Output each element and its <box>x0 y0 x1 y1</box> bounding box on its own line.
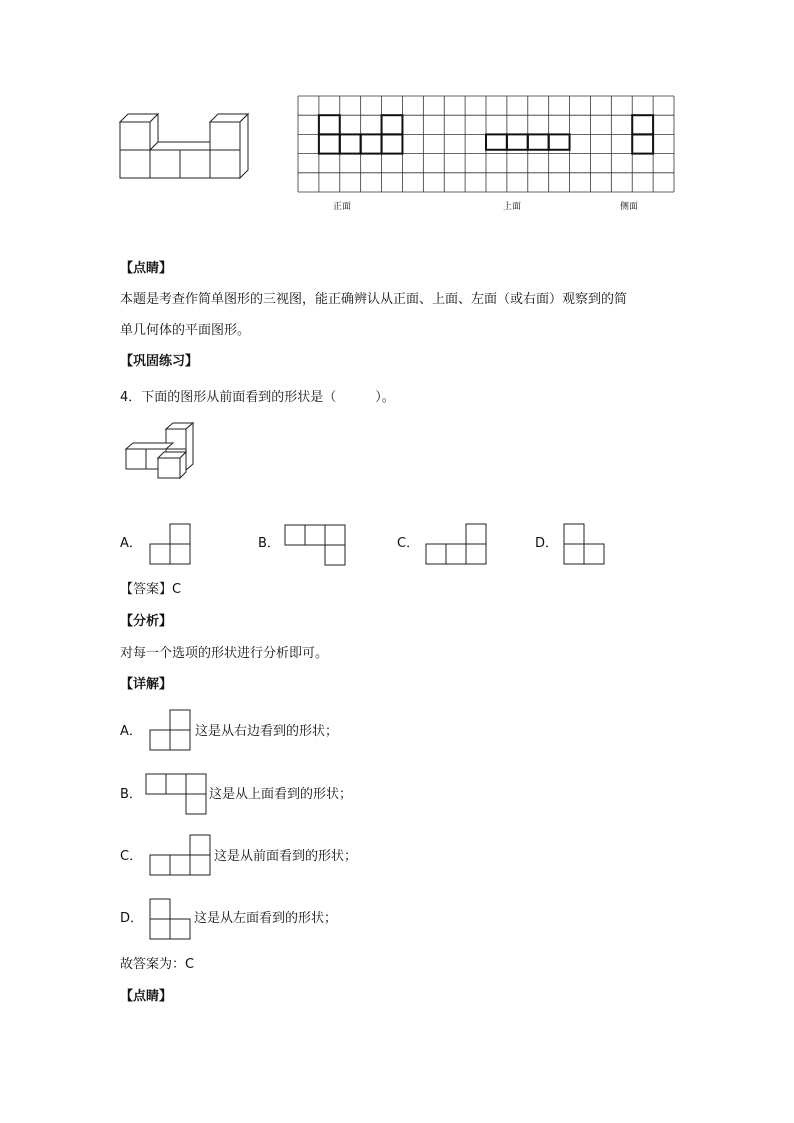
detail-b-figure <box>146 772 208 816</box>
u-shape-cubes-figure <box>118 112 258 182</box>
section-heading-gonggu: 【巩固练习】 <box>120 354 199 369</box>
option-a-label: A． <box>120 536 142 551</box>
detail-b-text: 这是从上面看到的形状； <box>209 787 353 802</box>
option-b-label: B． <box>258 536 280 551</box>
top-view-cell <box>486 134 507 149</box>
analysis-heading: 【分析】 <box>120 614 173 629</box>
front-view-cell <box>361 134 382 153</box>
conclusion-text: 故答案为：C <box>120 957 195 972</box>
detail-d-label: D． <box>120 911 144 926</box>
front-view-cell <box>382 134 403 153</box>
side-view-cell <box>632 115 653 134</box>
detail-a-figure <box>150 708 192 752</box>
front-view-cell <box>340 134 361 153</box>
option-c-figure <box>426 522 488 566</box>
detail-b-label: B． <box>120 787 142 802</box>
detail-heading: 【详解】 <box>120 677 173 692</box>
analysis-text: 对每一个选项的形状进行分析即可。 <box>120 646 329 661</box>
option-c-label: C． <box>397 536 420 551</box>
detail-c-label: C． <box>120 849 143 864</box>
question-cube-figure <box>124 422 196 480</box>
detail-a-text: 这是从右边看到的形状； <box>195 724 339 739</box>
side-view-cell <box>632 134 653 153</box>
detail-a-label: A． <box>120 724 142 739</box>
top-view-cell <box>528 134 549 149</box>
front-view-cell <box>382 115 403 134</box>
detail-d-figure <box>150 897 192 941</box>
detail-c-text: 这是从前面看到的形状； <box>214 849 358 864</box>
option-d-figure <box>564 522 606 566</box>
section-heading-dianjing: 【点睛】 <box>120 261 173 276</box>
top-view-cell <box>507 134 528 149</box>
front-view-cell <box>319 134 340 153</box>
detail-d-text: 这是从左面看到的形状； <box>194 911 338 926</box>
side-view-label: 侧面 <box>620 202 639 212</box>
section-heading-dianjing-2: 【点睛】 <box>120 989 173 1004</box>
question-text: 4．下面的图形从前面看到的形状是（ ）。 <box>120 390 395 405</box>
option-b-figure <box>285 523 347 567</box>
answer-text: 【答案】C <box>120 582 182 597</box>
option-d-label: D． <box>535 536 559 551</box>
three-view-grid <box>298 96 674 192</box>
paragraph-line-2: 单几何体的平面图形。 <box>120 323 251 338</box>
option-a-figure <box>150 522 192 566</box>
top-view-cell <box>549 134 570 149</box>
detail-c-figure <box>150 833 212 877</box>
front-view-label: 正面 <box>333 202 352 212</box>
front-view-cell <box>319 115 340 134</box>
paragraph-line-1: 本题是考查作简单图形的三视图，能正确辨认从正面、上面、左面（或右面）观察到的简 <box>120 292 628 307</box>
top-view-label: 上面 <box>503 202 522 212</box>
